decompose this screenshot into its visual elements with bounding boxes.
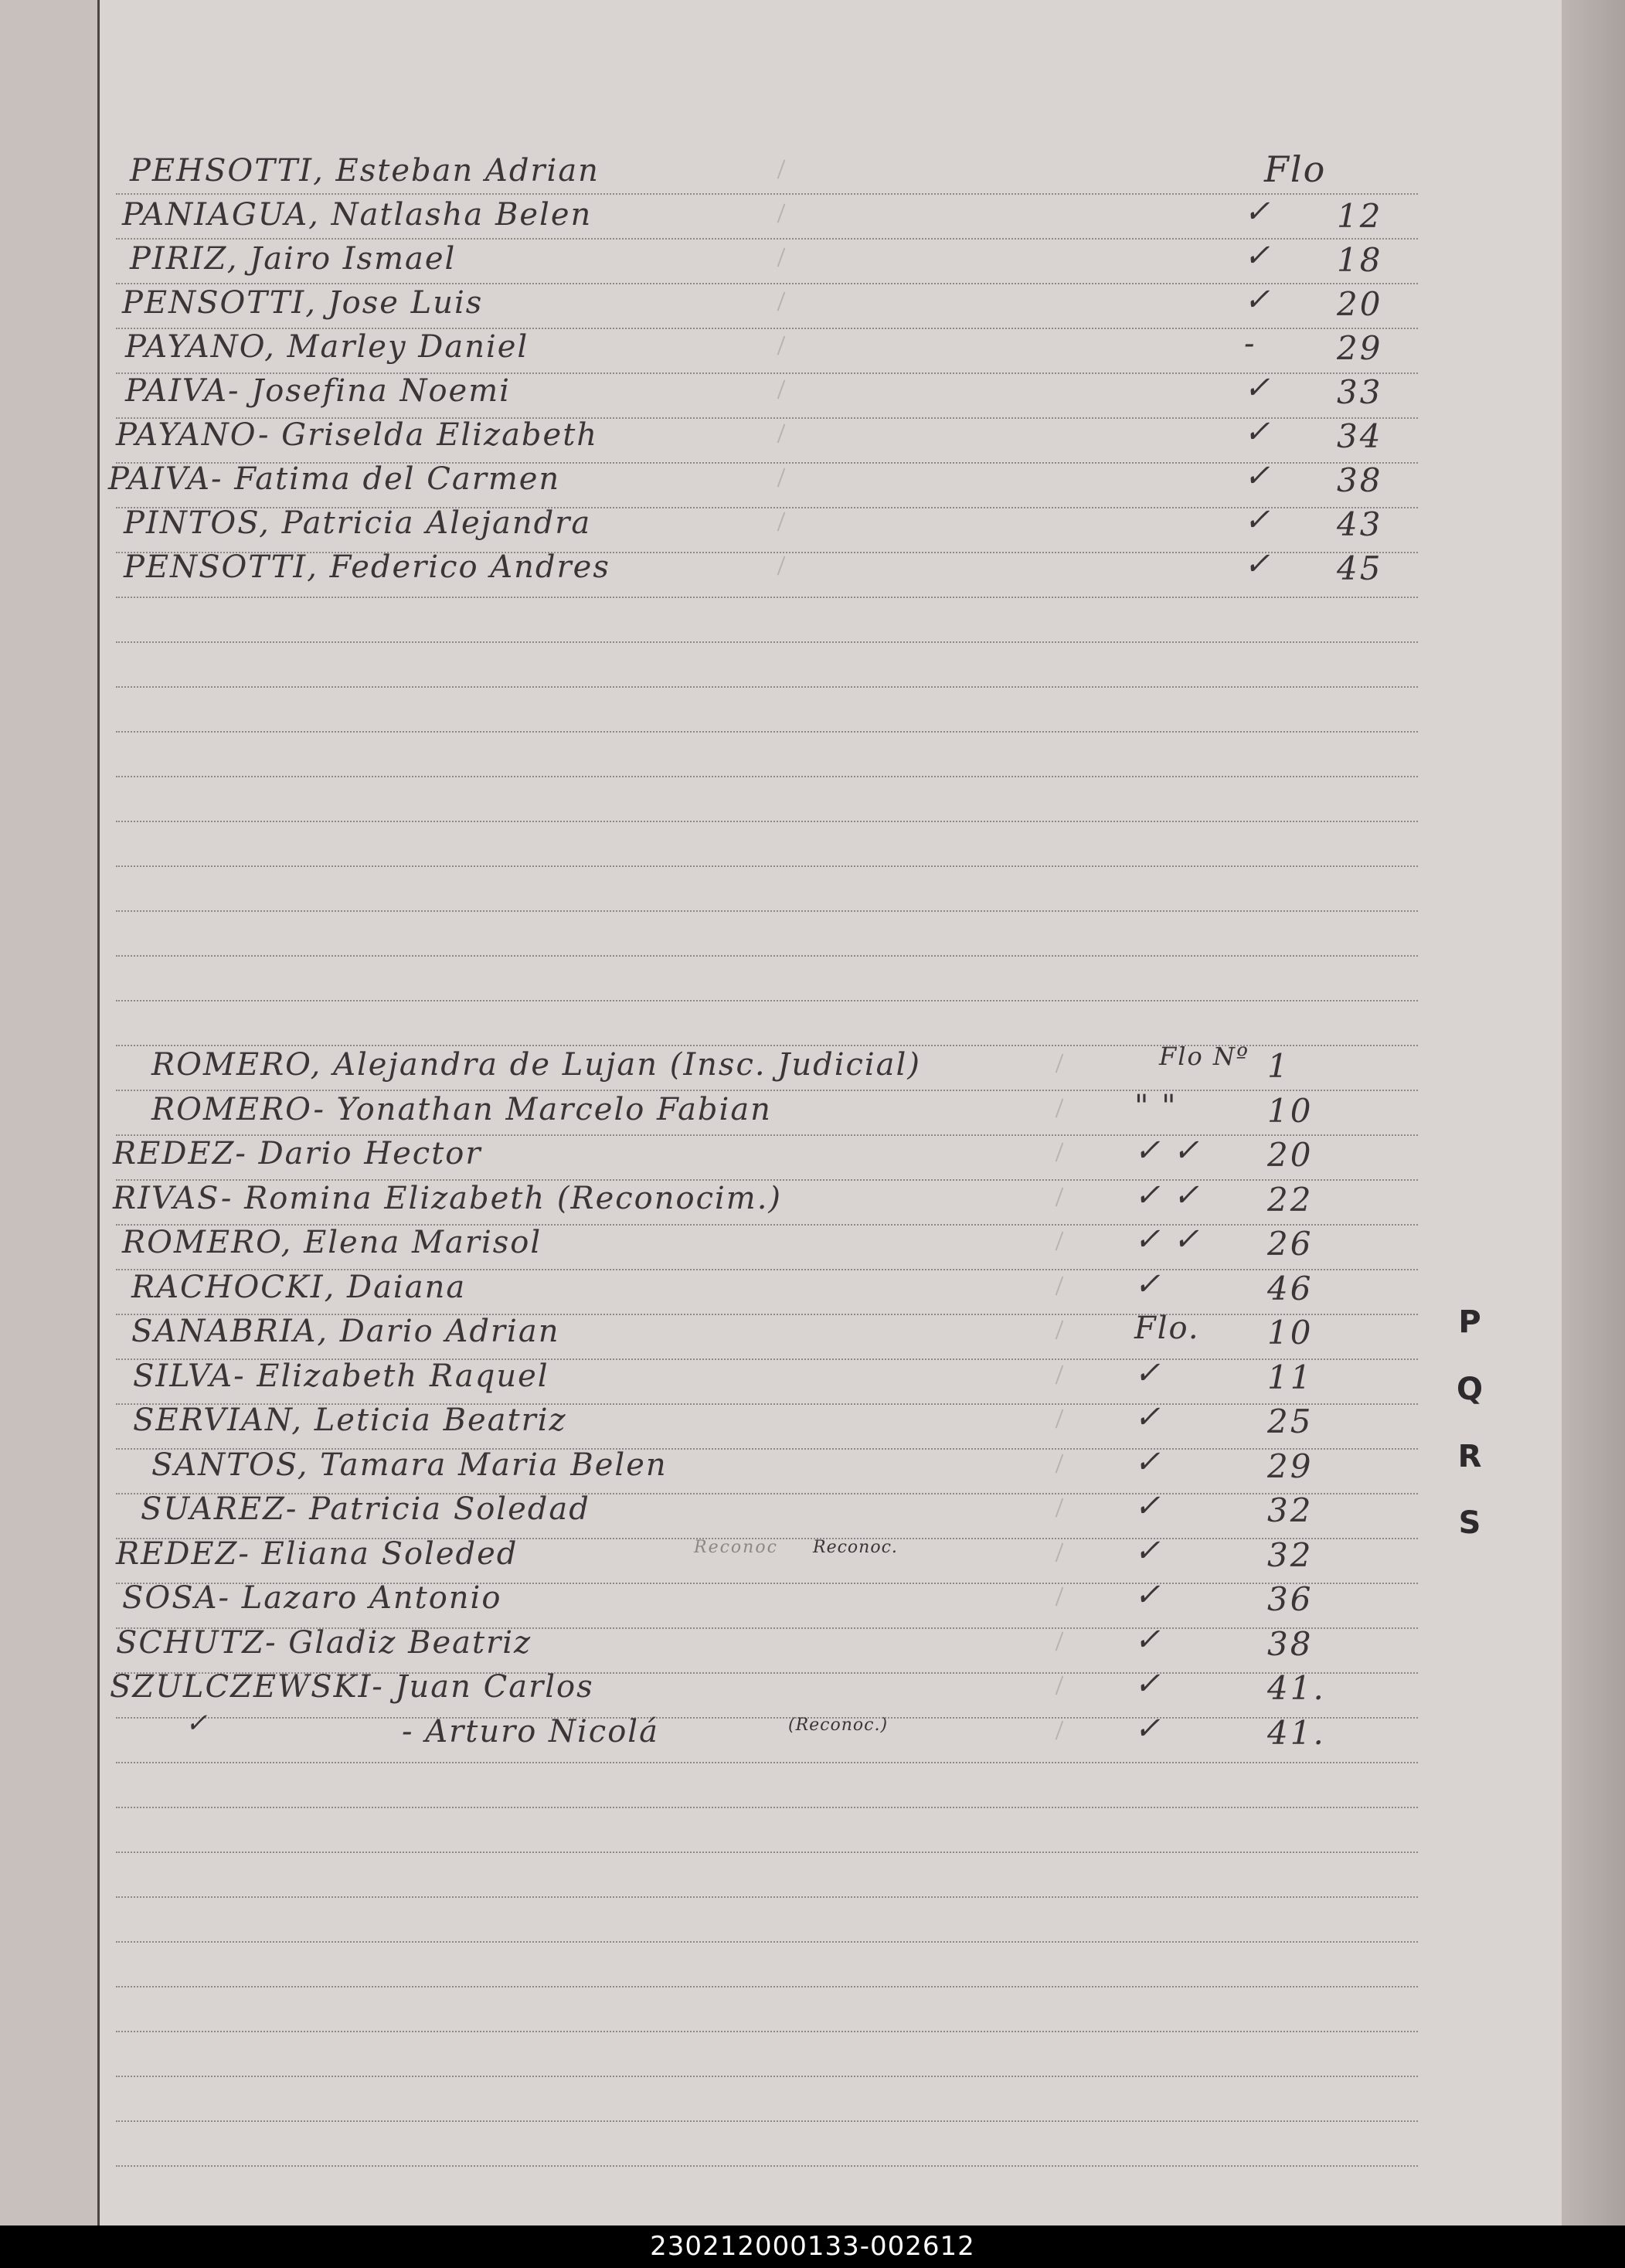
entry-folio-number: 41. [1267, 1669, 1326, 1707]
ruled-line [116, 1000, 1418, 1001]
alpha-index-s: S [1458, 1505, 1481, 1541]
entry-folio-number: 20 [1267, 1136, 1314, 1174]
entry-check-mark: ✓ [1244, 238, 1272, 274]
binding-strip [0, 0, 97, 2225]
entry-folio-number: 18 [1337, 241, 1383, 279]
entry-folio-number: 43 [1337, 505, 1383, 543]
reconoc-note: Reconoc. [813, 1538, 898, 1557]
entry-check-mark: ✓ [1134, 1532, 1162, 1569]
entry-check-mark: ✓ [1244, 282, 1272, 318]
entry-name: PIRIZ, Jairo Ismael [130, 241, 457, 277]
entry-check-mark: ✓ ✓ [1134, 1222, 1201, 1257]
entry-folio-number: 22 [1267, 1180, 1314, 1219]
ruled-line [116, 2076, 1418, 2077]
ruled-line [116, 2031, 1418, 2032]
entry-folio-number: 1 [1267, 1047, 1290, 1085]
entry-name: - Arturo Nicolá [402, 1713, 659, 1749]
ruled-line [116, 955, 1418, 957]
entry-name: SERVIAN, Leticia Beatriz [133, 1403, 567, 1438]
entry-name: RIVAS- Romina Elizabeth (Reconocim.) [113, 1180, 783, 1216]
ruled-line [116, 865, 1418, 867]
entry-check-mark: ✓ [1244, 546, 1272, 582]
entry-folio-number: 45 [1337, 549, 1383, 587]
entry-name: ROMERO, Alejandra de Lujan (Insc. Judicial) [151, 1047, 921, 1083]
entry-folio-number: 29 [1267, 1447, 1314, 1485]
ruled-line [116, 2120, 1418, 2122]
entry-check-mark: - [1244, 326, 1256, 362]
entry-check-mark: ✓ ✓ [1134, 1177, 1201, 1213]
entry-folio-number: 10 [1267, 1091, 1314, 1130]
entry-folio-number: 32 [1267, 1491, 1314, 1529]
entry-check-mark: ✓ [1134, 1577, 1162, 1613]
entry-name: SILVA- Elizabeth Raquel [133, 1358, 549, 1394]
page-edge [1562, 0, 1625, 2225]
entry-folio-number: 34 [1337, 417, 1383, 455]
entry-folio-number: 38 [1267, 1624, 1314, 1663]
entry-check-mark: ✓ [1244, 370, 1272, 406]
entry-folio-number: 46 [1267, 1269, 1314, 1307]
entry-name: REDEZ- Dario Hector [113, 1136, 482, 1171]
entry-check-mark: ✓ [1244, 502, 1272, 538]
entry-check-mark: ✓ [1134, 1443, 1162, 1480]
folio-number-header: Flo Nº [1159, 1042, 1249, 1071]
entry-name: PAIVA- Fatima del Carmen [108, 461, 561, 497]
entry-check-mark: " " [1134, 1088, 1178, 1124]
ruled-line [116, 641, 1418, 643]
entry-name: PENSOTTI, Federico Andres [124, 549, 610, 585]
faint-reconoc-note: Reconoc [694, 1538, 778, 1557]
entry-name: SUAREZ- Patricia Soledad [141, 1491, 590, 1527]
reconoc-paren-note: (Reconoc.) [788, 1715, 889, 1735]
ruled-line [116, 821, 1418, 822]
entry-check-mark: ✓ [1134, 1621, 1162, 1658]
entry-name: SANABRIA, Dario Adrian [131, 1314, 560, 1349]
entry-check-mark: ✓ [1134, 1399, 1162, 1435]
entry-folio-number: 10 [1267, 1314, 1314, 1352]
entry-check-mark: ✓ ✓ [1134, 1133, 1201, 1168]
ruled-line [116, 1717, 1418, 1719]
alpha-index-q: Q [1456, 1372, 1483, 1407]
entry-folio-number: 29 [1337, 329, 1383, 367]
entry-check-mark: ✓ [1134, 1355, 1162, 1391]
ruled-line [116, 686, 1418, 688]
document-id-bar: 230212000133-002612 [0, 2225, 1625, 2268]
ruled-line [116, 1762, 1418, 1763]
entry-folio-number: 26 [1267, 1225, 1314, 1263]
entry-name: ROMERO- Yonathan Marcelo Fabian [151, 1091, 772, 1127]
ruled-line [116, 1941, 1418, 1943]
entry-check-mark: ✓ [1134, 1488, 1162, 1524]
ruled-line [116, 1986, 1418, 1987]
ruled-line [116, 731, 1418, 733]
entry-folio-number: 41. [1267, 1713, 1326, 1752]
entry-name: PAIVA- Josefina Noemi [125, 373, 511, 409]
entry-name: PENSOTTI, Jose Luis [122, 285, 484, 321]
ruled-line [116, 910, 1418, 912]
ruled-line [116, 1807, 1418, 1808]
entry-folio-number: 12 [1337, 197, 1383, 235]
leading-check-mark: ✓ [185, 1708, 209, 1739]
entry-folio-number: 11 [1267, 1358, 1314, 1396]
entry-name: ROMERO, Elena Marisol [122, 1225, 542, 1260]
entry-name: PINTOS, Patricia Alejandra [124, 505, 592, 541]
ruled-line [116, 597, 1418, 598]
entry-folio-number: 36 [1267, 1580, 1314, 1618]
ruled-line [116, 238, 1418, 240]
ruled-line [116, 283, 1418, 284]
ruled-line [116, 193, 1418, 195]
entry-name: RACHOCKI, Daiana [131, 1269, 467, 1305]
entry-name: REDEZ- Eliana Soleded [116, 1535, 518, 1572]
ruled-line [116, 1896, 1418, 1898]
entry-name: SZULCZEWSKI- Juan Carlos [110, 1669, 594, 1705]
ruled-line [116, 1851, 1418, 1853]
alpha-index-r: R [1457, 1439, 1482, 1474]
entry-name: SANTOS, Tamara Maria Belen [151, 1447, 668, 1483]
ruled-line [116, 2165, 1418, 2167]
entry-check-mark: ✓ [1134, 1266, 1162, 1302]
entry-folio-number: 20 [1337, 285, 1383, 323]
folio-column-header: Flo [1264, 148, 1327, 190]
entry-folio-number: 38 [1337, 461, 1383, 499]
entry-name: PAYANO, Marley Daniel [125, 329, 529, 365]
entry-check-mark: ✓ [1134, 1710, 1162, 1746]
entry-name: PEHSOTTI, Esteban Adrian [130, 153, 600, 189]
entry-check-mark: ✓ [1244, 194, 1272, 230]
entry-name: PANIAGUA, Natlasha Belen [122, 197, 593, 233]
entry-check-mark: Flo. [1134, 1311, 1200, 1346]
entry-folio-number: 32 [1267, 1535, 1314, 1574]
ruled-line [116, 776, 1418, 777]
entry-check-mark: ✓ [1244, 414, 1272, 450]
entry-name: PAYANO- Griselda Elizabeth [116, 417, 599, 453]
entry-folio-number: 25 [1267, 1403, 1314, 1440]
entry-folio-number: 33 [1337, 373, 1383, 411]
entry-check-mark: ✓ [1244, 458, 1272, 494]
entry-name: SOSA- Lazaro Antonio [122, 1580, 502, 1616]
alpha-index-p: P [1458, 1304, 1481, 1340]
entry-name: SCHUTZ- Gladiz Beatriz [116, 1624, 532, 1661]
entry-check-mark: ✓ [1134, 1666, 1162, 1702]
